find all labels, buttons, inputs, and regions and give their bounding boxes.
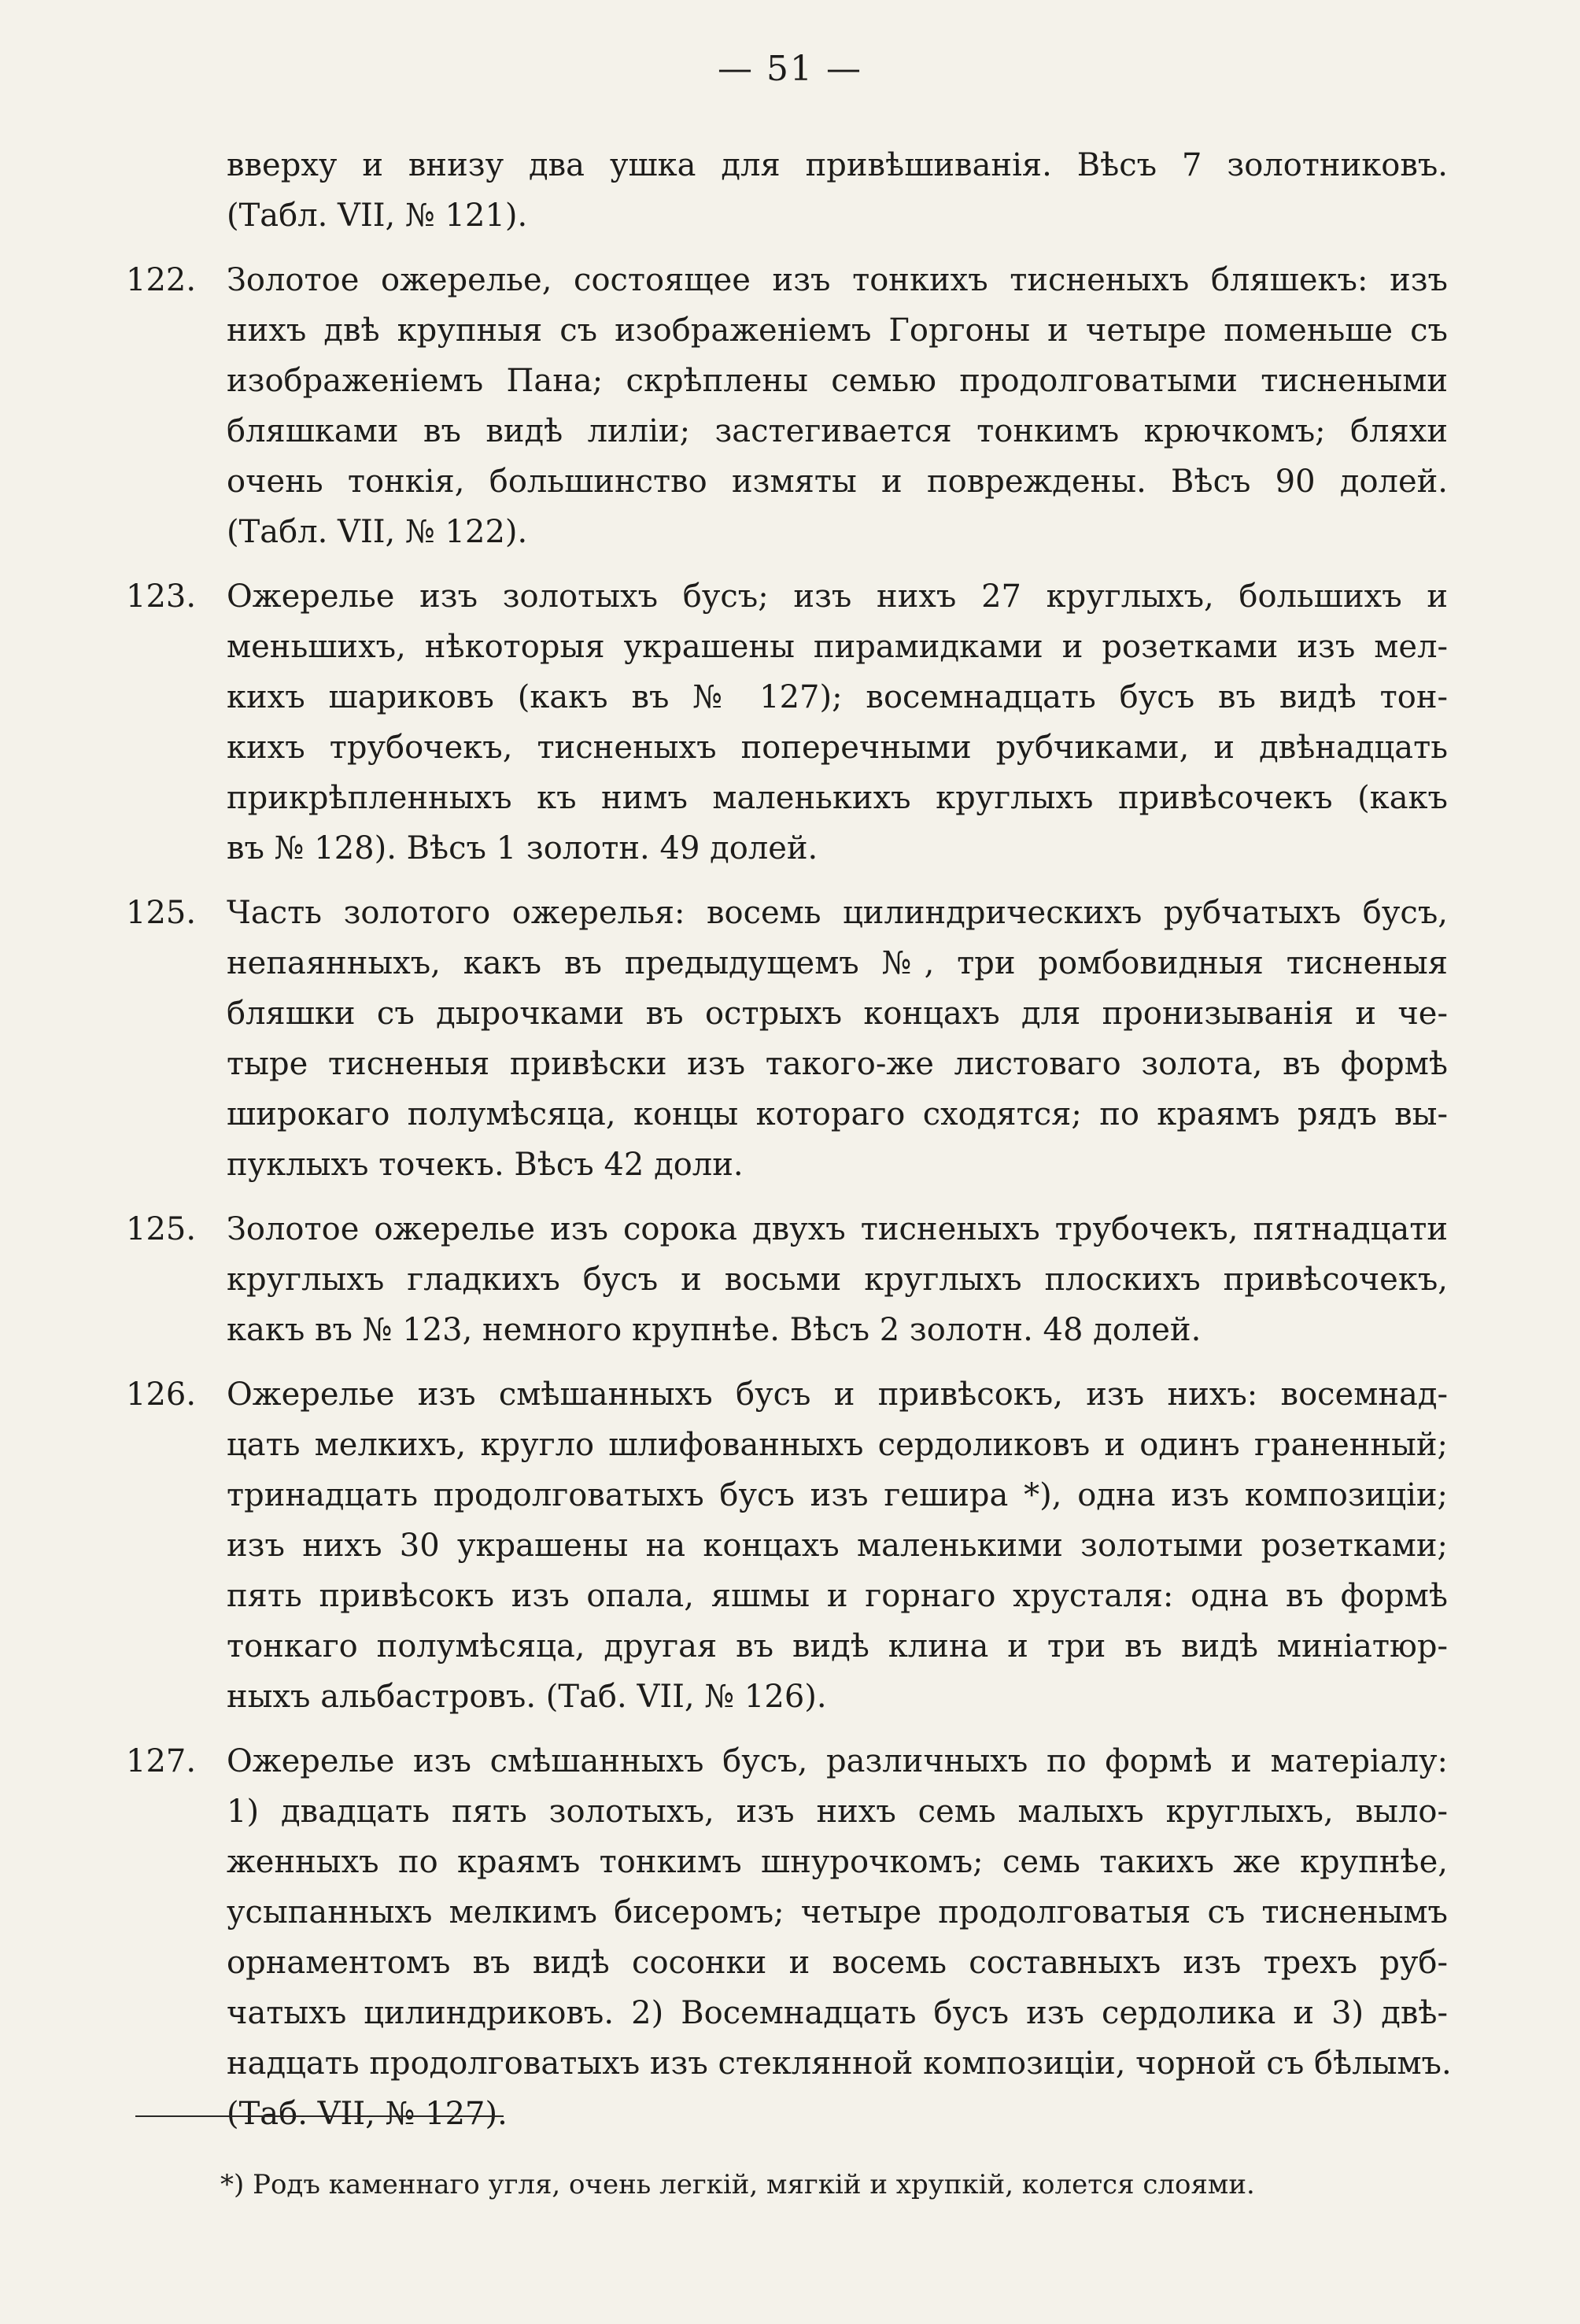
entry-127 xyxy=(126,1736,1452,2139)
text-line: женныхъ по краямъ тонкимъ шнурочкомъ; семь такихъ же крупнѣе, xyxy=(227,1844,1448,1880)
text-line: надцать продолговатыхъ изъ стеклянной композиціи, чорной съ бѣлымъ. xyxy=(227,2045,1452,2082)
footnote-divider xyxy=(135,2115,504,2117)
text-line: усыпанныхъ мелкимъ бисеромъ; четыре продолговатыя съ тисненымъ xyxy=(227,1894,1448,1931)
text-line: (Табл. VII, № 122). xyxy=(227,514,528,550)
text-line: Золотое ожерелье изъ сорока двухъ тисненыхъ трубочекъ, пятнадцати xyxy=(227,1211,1448,1247)
entry-number: 125. xyxy=(126,1211,197,1247)
entry-number: 127. xyxy=(126,1743,197,1779)
text-line: ныхъ альбастровъ. (Таб. VII, № 126). xyxy=(227,1679,827,1715)
text-line: кихъ шариковъ (какъ въ № 127); восемнадцать бусъ въ видѣ тон- xyxy=(227,679,1448,715)
text-line: Часть золотого ожерелья: восемь цилиндрическихъ рубчатыхъ бусъ, xyxy=(227,895,1448,931)
text-line: (Табл. VII, № 121). xyxy=(227,198,528,234)
entry-122 xyxy=(126,255,1448,557)
text-line: (Таб. VII, № 127). xyxy=(227,2096,508,2132)
entry-number: 123. xyxy=(126,578,197,615)
text-line: прикрѣпленныхъ къ нимъ маленькихъ круглыхъ привѣсочекъ (какъ xyxy=(227,780,1448,816)
text-line: широкаго полумѣсяца, концы котораго сходятся; по краямъ рядъ вы- xyxy=(227,1096,1448,1132)
main-text xyxy=(126,140,1452,2153)
text-line: изображеніемъ Пана; скрѣплены семью продолговатыми тиснеными xyxy=(227,363,1448,399)
text-line: чатыхъ цилиндриковъ. 2) Восемнадцать бусъ изъ сердолика и 3) двѣ- xyxy=(227,1995,1448,2031)
text-line: орнаментомъ въ видѣ сосонки и восемь составныхъ изъ трехъ руб- xyxy=(227,1945,1448,1981)
entry-number: 126. xyxy=(126,1376,197,1413)
page-number: — 51 — xyxy=(718,49,862,89)
text-line: въ № 128). Вѣсъ 1 золотн. 49 долей. xyxy=(227,830,818,866)
text-line: 1) двадцать пять золотыхъ, изъ нихъ семь малыхъ круглыхъ, выло- xyxy=(227,1794,1448,1830)
text-line: очень тонкія, большинство измяты и повреждены. Вѣсъ 90 долей. xyxy=(227,464,1448,500)
text-line: бляшки съ дырочками въ острыхъ концахъ для пронизыванія и че- xyxy=(227,996,1448,1032)
text-line: Ожерелье изъ смѣшанныхъ бусъ и привѣсокъ, изъ нихъ: восемнад- xyxy=(227,1376,1448,1413)
text-line: круглыхъ гладкихъ бусъ и восьми круглыхъ плоскихъ привѣсочекъ, xyxy=(227,1262,1448,1298)
text-line: непаянныхъ, какъ въ предыдущемъ №, три ромбовидныя тисненыя xyxy=(227,945,1448,981)
text-line: Ожерелье изъ смѣшанныхъ бусъ, различныхъ по формѣ и матеріалу: xyxy=(227,1743,1448,1779)
text-line: вверху и внизу два ушка для привѣшиванія. Вѣсъ 7 золотниковъ. xyxy=(227,147,1448,183)
text-line: Золотое ожерелье, состоящее изъ тонкихъ тисненыхъ бляшекъ: изъ xyxy=(227,262,1448,298)
text-line: цать мелкихъ, кругло шлифованныхъ сердоликовъ и одинъ граненный; xyxy=(227,1427,1448,1463)
text-line: бляшками въ видѣ лиліи; застегивается тонкимъ крючкомъ; бляхи xyxy=(227,413,1448,449)
entry-number: 125. xyxy=(126,895,197,931)
text-line: тыре тисненыя привѣски изъ такого-же листоваго золота, въ формѣ xyxy=(227,1046,1448,1082)
entry-number: 122. xyxy=(126,262,197,298)
text-line: пять привѣсокъ изъ опала, яшмы и горнаго хрусталя: одна въ формѣ xyxy=(227,1578,1448,1614)
entry-123 xyxy=(126,571,1448,874)
footnote: *) Родъ каменнаго угля, очень легкій, мягкій и хрупкій, колется слоями. xyxy=(220,2169,1255,2200)
text-line: нихъ двѣ крупныя съ изображеніемъ Горгоны и четыре поменьше съ xyxy=(227,312,1448,349)
entry-125-b xyxy=(126,1204,1448,1355)
entry-126 xyxy=(126,1369,1448,1722)
text-line: какъ въ № 123, немного крупнѣе. Вѣсъ 2 золотн. 48 долей. xyxy=(227,1312,1202,1348)
text-line: изъ нихъ 30 украшены на концахъ маленькими золотыми розетками; xyxy=(227,1528,1448,1564)
text-line: пуклыхъ точекъ. Вѣсъ 42 доли. xyxy=(227,1147,744,1183)
text-line: меньшихъ, нѣкоторыя украшены пирамидками и розетками изъ мел- xyxy=(227,629,1448,665)
text-line: кихъ трубочекъ, тисненыхъ поперечными рубчиками, и двѣнадцать xyxy=(227,730,1448,766)
text-line: тонкаго полумѣсяца, другая въ видѣ клина и три въ видѣ миніатюр- xyxy=(227,1628,1448,1664)
entry-125-a xyxy=(126,888,1448,1190)
text-line: тринадцать продолговатыхъ бусъ изъ гешира *), одна изъ композиціи; xyxy=(227,1477,1448,1513)
continuation-paragraph xyxy=(126,140,1448,241)
text-line: Ожерелье изъ золотыхъ бусъ; изъ нихъ 27 круглыхъ, большихъ и xyxy=(227,578,1448,615)
